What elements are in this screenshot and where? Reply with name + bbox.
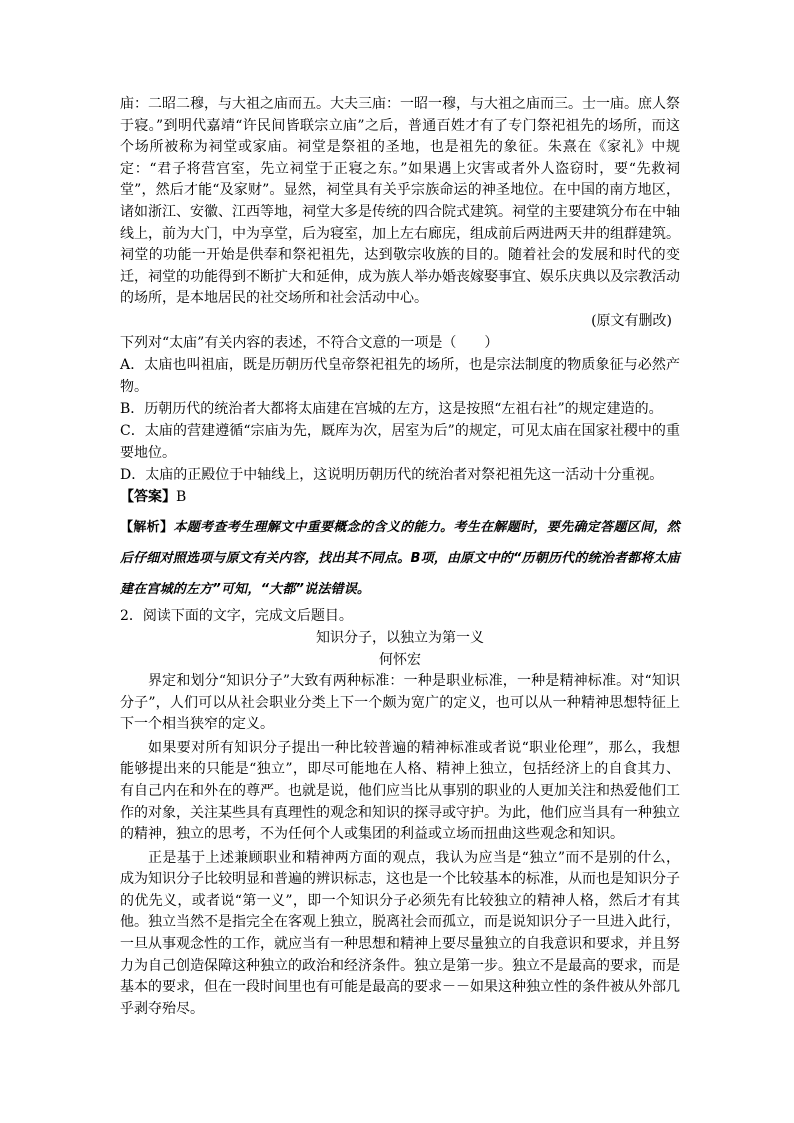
option-a: A．太庙也叫祖庙，既是历朝历代皇帝祭祀祖先的场所，也是宗法制度的物质象征与必然产物。 — [120, 356, 680, 395]
article-title: 知识分子，以独立为第一义 — [316, 629, 484, 646]
answer-line — [120, 486, 680, 508]
option-b: B．历朝历代的统治者大都将太庙建在宫城的左方，这是按照“左祖右社”的规定建造的。 — [120, 400, 663, 417]
option-c: C．太庙的营建遵循“宗庙为先，厩库为次，居室为后”的规定，可见太庙在国家社稷中的重要地位。 — [120, 422, 680, 461]
source-note: (原文有删改) — [591, 312, 672, 329]
option-d: D．太庙的正殿位于中轴线上，这说明历朝历代的统治者对祭祀祖先这一活动十分重视。 — [120, 466, 664, 483]
article-paragraph: 界定和划分“知识分子”大致有两种标准：一种是职业标准，一种是精神标准。对“知识分子”，人们可以从社会职业分类上下一个颇为宽广的定义，也可以从一种精神思想特征上下一个相当狭窄的定义。 — [120, 672, 680, 733]
passage-paragraph: 庙：二昭二穆，与大祖之庙而五。大夫三庙：一昭一穆，与大祖之庙而三。士一庙。庶人祭于寝。”到明代嘉靖“许民间皆联宗立庙”之后，普通百姓才有了专门祭祀祖先的场所，而这个场所被称为祠堂或家庙。祠堂是祭祖的圣地，也是祖先的象征。朱熹在《家礼》中规定：“君子将营宫室，先立祠堂于正寝之东。”如果遇上灾害或者外人盗窃时，要“先救祠堂”，然后才能“及家财”。显然，祠堂具有关乎宗族命运的神圣地位。在中国的南方地区，诸如浙江、安徽、江西等地，祠堂大多是传统的四合院式建筑。祠堂的主要建筑分布在中轴线上，前为大门，中为享堂，后为寝室，加上左右廊庑，组成前后两进两天井的组群建筑。祠堂的功能一开始是供奉和祭祀祖先，达到敬宗收族的目的。随着社会的发展和时代的变迁，祠堂的功能得到不断扩大和延伸，成为族人举办婚丧嫁娶事宜、娱乐庆典以及宗教活动的场所，是本地居民的社交场所和社会活动中心。 — [120, 96, 680, 307]
analysis-label: 【解析】 — [120, 519, 174, 535]
analysis-block — [120, 512, 680, 605]
document-page — [120, 94, 680, 1020]
analysis-text: 本题考查考生理解文中重要概念的含义的能力。考生在解题时，要先确定答题区间，然后仔细对照选项与原文有关内容，找出其不同点。B项，由原文中的“历朝历代的统治者都将太庙建在宫城的左方”可知，“大都”说法错误。 — [120, 519, 680, 597]
question-stem: 下列对“太庙”有关内容的表述，不符合文意的一项是（ ） — [120, 334, 499, 351]
article-paragraph: 正是基于上述兼顾职业和精神两方面的观点，我认为应当是“独立”而不是别的什么，成为知识分子比较明显和普遍的辨识标志，这也是一个比较基本的标准，从而也是知识分子的优先义，或者说“第一义”，即一个知识分子必须先有比较独立的精神人格，然后才有其他。独立当然不是指完全在客观上独立，脱离社会而孤立，而是说知识分子一旦进入此行，一旦从事观念性的工作，就应当有一种思想和精神上要尽量独立的自我意识和要求，并且努力为自己创造保障这种独立的政治和经济条件。独立是第一步。独立不是最高的要求，而是基本的要求，但在一段时间里也有可能是最高的要求－－如果这种独立性的条件被从外部几乎剥夺殆尽。 — [120, 849, 680, 1017]
article-paragraph: 如果要对所有知识分子提出一种比较普遍的精神标准或者说“职业伦理”，那么，我想能够提出来的只能是“独立”，即尽可能地在人格、精神上独立，包括经济上的自食其力、有自己内在和外在的尊严。也就是说，他们应当比从事别的职业的人更加关注和热爱他们工作的对象，关注某些具有真理性的观念和知识的探寻或守护。为此，他们应当具有一种独立的精神，独立的思考，不为任何个人或集团的利益或立场而扭曲这些观念和知识。 — [120, 739, 680, 843]
answer-label: 【答案】 — [120, 488, 176, 505]
answer-value: B — [176, 488, 187, 505]
article-author: 何怀宏 — [379, 651, 421, 668]
question-intro: 2．阅读下面的文字，完成文后题目。 — [120, 607, 353, 624]
